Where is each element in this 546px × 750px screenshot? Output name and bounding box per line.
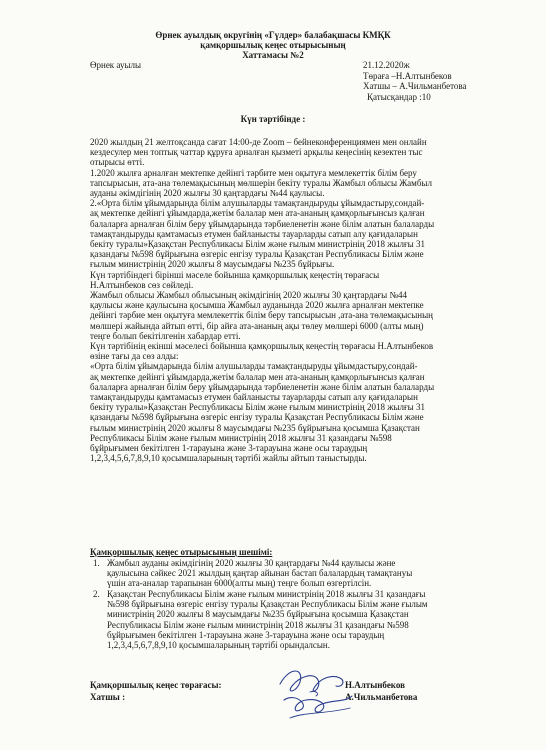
- body-line: 2020 жылдың 21 желтоқсанда сағат 14:00-де Zoom – бейнеконференциямен мен онлайн: [90, 137, 427, 147]
- body-line: дейінгі тәрбие мен оқытуға мемлекеттік білім беру тапсырысын ,ата-ана төлемақысының: [90, 310, 433, 321]
- meeting-date: 21.12.2020ж: [363, 60, 410, 70]
- body-line: балаларға арналған білім беру ұйымдарында тәрбиеленетін және білім алатын балаларды: [90, 218, 435, 229]
- body-line: ауданы әкімдігінің 2020 жылғы 30 қаңтардағы №44 қаулысы.: [90, 188, 325, 198]
- body-line: өзіне тағы да сөз алды:: [90, 351, 179, 362]
- body-line: Республикасы Білім және ғылым министрінің 2018 жылғы 31 қазандағы №598: [90, 432, 392, 443]
- decision-line: №598 бұйрығына өзгеріс енгізу туралы Қазақстан Республикасы Білім және ғылым: [107, 599, 428, 610]
- decision-line: қаулысына сәйкес 2021 жылдың қаңтар айынан бастап балалардың тамақтануы: [107, 568, 413, 579]
- body-line: мөлшері жайында айтып өтті, бір айға ата-ананың ақы төлеу мөлшері 6000 (алты мың): [90, 320, 424, 331]
- decision-line: 1,2,3,4,5,6,7,8,9,10 қосымшаларының тәртібі орындалсын.: [107, 640, 330, 650]
- org-title: Өрнек ауылдық округінің «Гүлдер» балабақшасы КМҚК: [155, 30, 391, 40]
- body-line: «Орта білім ұйымдарында білім алушыларды тамақтандыруды ұйымдастыру,сондай-: [90, 361, 418, 372]
- decision-line: бұйрығымен бекітілген 1-тарауына және 3-тарауына және осы тараудың: [107, 629, 385, 640]
- agenda-title: Күн тәртібінде :: [240, 114, 306, 124]
- body-line: ақ мектепке дейінгі ұйымдарда,жетім балалар мен ата-ананың қамқорлығынсыз қалған: [90, 371, 425, 382]
- body-line: Жамбыл облысы Жамбыл облысының әкімдігінің 2020 жылғы 30 қаңтардағы №44: [90, 290, 408, 300]
- secretary-signature-name: А.Чильманбетова: [345, 692, 418, 702]
- handwritten-signature: [270, 662, 360, 724]
- decision-line: министрінің 2020 жылғы 8 маусымдағы №235 бұйрығына қосымша Қазақстан: [107, 609, 409, 620]
- chair-signature-label: Қамқоршылық кеңес төрағасы:: [90, 680, 222, 690]
- body-line: тамақтандыруды қамтамасыз етумен байланысты тауарларды сатып алу қағидаларын: [90, 228, 418, 239]
- body-line: ғылым министрінің 2020 жылғы 8 маусымдағы №235 бұйрығы.: [90, 259, 335, 270]
- body-line: бұйрығымен бекітілген 1-тарауына және 3-тарауына және осы тараудың: [90, 443, 368, 453]
- body-line: отырысы өтті.: [90, 157, 145, 168]
- body-line: Н.Алтынбеков сөз сөйледі.: [90, 279, 194, 290]
- body-line: бекіту туралы»Қазақстан Республикасы Білім және ғылым министрінің 2018 жылғы 31: [90, 402, 425, 413]
- body-line: Күн тәртібіндегі бірінші мәселе бойынша қамқоршылық кеңестің төрағасы: [90, 269, 380, 280]
- body-line: кездесулер мен топтық чаттар құруға арналған қызметі арқылы кеңесінің кезектен тыс: [90, 147, 423, 158]
- village-name: Өрнек ауылы: [90, 60, 142, 70]
- body-line: ақ мектепке дейінгі ұйымдарда,жетім балалар мен ата-ананың қамқорлығынсыз қалған: [90, 208, 425, 219]
- secretary-info: Хатшы – А.Чильманбетова: [363, 81, 467, 91]
- secretary-signature-label: Хатшы :: [90, 692, 126, 702]
- body-line: 2.«Орта білім ұйымдарында білім алушыларды тамақтандыруды ұйымдастыру,сондай-: [90, 198, 425, 209]
- council-subtitle: қамқоршылық кеңес отырысының: [200, 40, 346, 50]
- attendees-count: Қатысқандар :10: [367, 92, 431, 102]
- chair-signature-name: Н.Алтынбеков: [345, 680, 406, 690]
- decision-line: Республикасы Білім және ғылым министрінің 2018 жылғы 31 қазандағы №598: [107, 619, 409, 630]
- protocol-number: Хаттамасы №2: [242, 50, 304, 60]
- decision-line: Қазақстан Республикасы Білім және ғылым министрінің 2018 жылғы 31 қазандағы: [107, 589, 426, 599]
- body-line: қазандағы №598 бұйрығына өзгеріс енгізу туралы Қазақстан Республикасы Білім және: [90, 412, 424, 423]
- body-line: бекіту туралы»Қазақстан Республикасы Білім және ғылым министрінің 2018 жылғы 31: [90, 239, 425, 249]
- body-line: балаларға арналған білім беру ұйымдарында тәрбиеленетін және білім алатын балаларды: [90, 381, 435, 392]
- body-line: Күн тәртібінің екінші мәселесі бойынша қамқоршылық кеңестің төрағасы Н.Алтынбеков: [90, 341, 434, 351]
- body-line: 1,2,3,4,5,6,7,8,9,10 қосымшаларының тәртібі жайлы айтып таныстырды.: [90, 453, 367, 464]
- body-line: тапсырысын, ата-ана төлемақысының мөлшерін бекіту туралы Жамбыл облысы Жамбыл: [90, 177, 432, 188]
- chair-info: Төраға –Н.Алтынбеков: [363, 71, 452, 81]
- decision-line: Жамбыл ауданы әкімдігінің 2020 жылғы 30 қаңтардағы №44 қаулысы және: [107, 558, 396, 568]
- body-line: тамақтандыруды қамтамасыз етумен байланысты тауарларды сатып алу қағидаларын: [90, 392, 418, 402]
- body-line: ғылым министрінің 2020 жылғы 8 маусымдағы №235 бұйрығына қосымша Қазақстан: [90, 422, 420, 433]
- body-line: теңге болып бекітілгенін хабардар етті.: [90, 330, 241, 341]
- decision-number: 1.: [93, 558, 100, 568]
- body-line: 1.2020 жылға арналған мектепке дейінгі тәрбите мен оқытуға мемлекеттік білім беру: [90, 167, 417, 178]
- body-line: қаулысы және қаулысына қосымша Жамбыл ауданында 2020 жылға арналған мектепке: [90, 300, 424, 311]
- decision-line: үшін ата-аналар тарапынан 6000(алты мың) теңге болып өзгертілсін.: [107, 578, 372, 589]
- decision-number: 2.: [93, 589, 100, 599]
- decision-title: Қамқоршылық кеңес отырысының шешімі:: [90, 547, 273, 557]
- body-line: қазандағы №598 бұйрығына өзгеріс енгізу туралы Қазақстан Республикасы Білім және: [90, 249, 424, 260]
